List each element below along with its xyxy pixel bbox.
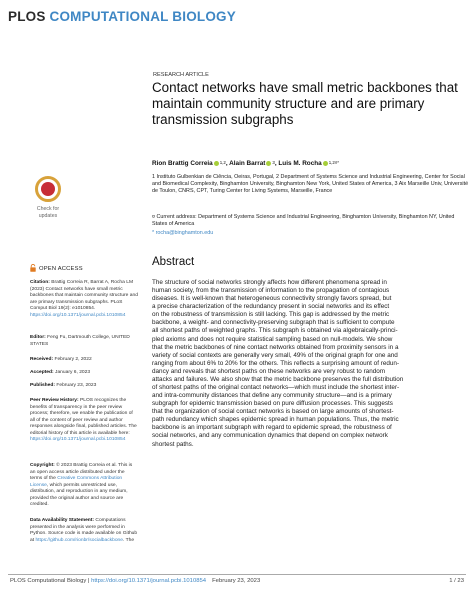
abstract-line: diseases. It is well-known that heterogeneous connectivity strongly favors spread, but	[152, 295, 392, 303]
abstract-line: pled axioms and does not require statistical sampling based on null-models. We show	[152, 335, 393, 343]
abstract-heading: Abstract	[152, 256, 195, 268]
received-label: Received:	[30, 357, 54, 362]
abstract-line: dancy and reveals that shortest paths on these networks are very robust to random	[152, 367, 386, 375]
orcid-icon[interactable]	[214, 161, 219, 166]
editor-block	[30, 335, 138, 348]
abstract-line: ranging from about 6% to 20% for the others. This reflects a surprising amount of redun-	[152, 359, 400, 367]
author-name: Alain Barrat	[229, 160, 266, 167]
accepted-date: January 6, 2023	[55, 370, 91, 375]
citation-label: Citation:	[30, 280, 50, 285]
orcid-icon[interactable]	[266, 161, 271, 166]
abstract-line: all shortest paths of weighted graphs. This subgraph is obtained via algebraically-princi-	[152, 327, 398, 335]
accepted-label: Accepted:	[30, 370, 54, 375]
author-name: Rion Brattig Correia	[152, 160, 213, 167]
abstract-line: that the metric backbones of nine contact networks obtained from proximity sensors in a	[152, 343, 399, 351]
affiliations	[152, 174, 470, 195]
published-label: Published:	[30, 383, 55, 388]
license-link[interactable]: Creative Commons Attribution License	[30, 476, 123, 488]
copyright-block	[30, 463, 138, 509]
peer-review-link[interactable]: https://doi.org/10.1371/journal.pcbi.1010854	[30, 437, 126, 442]
author-name: Luis M. Rocha	[278, 160, 322, 167]
abstract-body	[152, 279, 468, 449]
abstract-line: human society, from the transmission of information to the propagation of contagious	[152, 287, 390, 295]
peer-review-text: PLOS recognizes the benefits of transparency in the peer review process; therefore, we enable the publication of all of the content of peer review and author responses alongside final, published articles. The editorial history of this article is available here:	[30, 398, 137, 436]
abstract-line: social networks, and any communication dynamics that depend on complex network	[152, 432, 388, 440]
abstract-line: attacks and failures. We also show that the metric backbone preserves the full distribution	[152, 375, 404, 383]
footer-divider	[8, 574, 466, 575]
received-date: February 2, 2022	[54, 357, 92, 362]
author-list	[152, 160, 339, 167]
footer-journal: PLOS Computational Biology	[10, 578, 87, 584]
author-separator: ,	[274, 160, 279, 167]
accepted-block	[30, 370, 138, 377]
data-availability-block	[30, 518, 138, 544]
footer	[10, 578, 260, 584]
footer-date: February 23, 2023	[212, 578, 261, 584]
abstract-line: shortest paths.	[152, 440, 194, 448]
copyright-text-b: , which permits unrestricted use, distribution, and reproduction in any medium, provided the original author and source are credited.	[30, 482, 128, 507]
footer-doi-link[interactable]: https://doi.org/10.1371/journal.pcbi.1010854	[91, 578, 207, 584]
citation-text: Brattig Correia R, Barrat A, Rocha LM (2023) Contact networks have small metric backbones that maintain community structure and are primary transmission subgraphs. PLoS Comput Biol 19(2): e1010854.	[30, 280, 138, 311]
article-type-label: RESEARCH ARTICLE	[153, 72, 209, 78]
data-availability-text: Computations presented in the analysis were performed in Python. Source code is made available on Github at	[30, 518, 138, 543]
peer-review-label: Peer Review History:	[30, 398, 79, 403]
published-date: February 23, 2023	[56, 383, 97, 388]
abstract-line: backbone is an important subgraph with regard to epidemic spread, the robustness of	[152, 424, 392, 432]
data-availability-label: Data Availability Statement:	[30, 518, 95, 523]
published-block	[30, 383, 138, 390]
abstract-line: on the robustness of transmission is still lacking. This gap is addressed by the metric	[152, 311, 390, 319]
github-link[interactable]: https://github.com/rionbr/socialbackbone	[35, 537, 123, 543]
open-access	[30, 264, 83, 272]
peer-review-block	[30, 398, 138, 444]
journal-name: COMPUTATIONAL BIOLOGY	[49, 9, 236, 24]
abstract-line: subgraph for epidemic transmission based on pure diffusion processes. This suggests	[152, 400, 393, 408]
article-title: Contact networks have small metric backbones that maintain community structure and are primary transmission subgraphs	[152, 80, 458, 128]
footer-separator: |	[86, 578, 92, 584]
abstract-line: and intra-community distances that define any community structure—and is a primary	[152, 392, 392, 400]
abstract-line: a precise characterization of the redundancy present in social networks and its effect	[152, 303, 390, 311]
abstract-line: of shortest paths of the original contact networks—which must include the shortest inter-	[152, 384, 400, 392]
affiliation-text: 1 Instituto Gulbenkian de Ciência, Oeiras, Portugal, 2 Department of Systems Science and Industrial Engineering, Center for Social and Biomedical Complexity, Binghamton University, Binghamton New York, United States of America, 3 Aix Marseille Univ, Université de Toulon, CNRS, CPT, Turing Center for Living Systems, Marseille, France	[152, 174, 469, 195]
author-separator: ,	[225, 160, 230, 167]
open-lock-icon	[30, 264, 36, 272]
abstract-line: backbone, a weight- and connectivity-preserving subgraph that is sufficient to compute	[152, 319, 395, 327]
open-access-label: OPEN ACCESS	[39, 266, 83, 272]
abstract-line: path redundancy which shapes epidemic spread in human populations. Thus, the metric	[152, 416, 399, 424]
check-updates-line1: Check for	[36, 206, 60, 212]
author-affiliation-sup: 1,2	[219, 160, 226, 165]
abstract-line: that the organization of social contact networks is based on large amounts of shortest-	[152, 408, 394, 416]
orcid-icon[interactable]	[323, 161, 328, 166]
check-for-updates-badge[interactable]	[30, 176, 66, 234]
copyright-text-a: © 2023 Brattig Correia et al. This is an open access article distributed under the terms of the	[30, 463, 133, 481]
data-availability-tail: . The	[123, 537, 135, 543]
check-updates-bookmark-icon	[41, 182, 55, 196]
editor-text: Feng Fu, Dartmouth College, UNITED STATES	[30, 335, 130, 347]
check-updates-line2: updates	[38, 212, 58, 219]
citation-doi-link[interactable]: https://doi.org/10.1371/journal.pcbi.1010854	[30, 312, 126, 318]
copyright-label: Copyright:	[30, 463, 55, 468]
abstract-line: variety of social contexts are generally very small, 49% of the original graph for one and	[152, 351, 398, 359]
journal-header	[8, 9, 236, 24]
author-affiliation-sup: 1,2¤*	[328, 160, 339, 165]
check-updates-text	[30, 206, 66, 219]
author-affiliation-sup: 3	[272, 160, 275, 165]
editor-label: Editor:	[30, 335, 46, 340]
current-address: ¤ Current address: Department of Systems Science and Industrial Engineering, Binghamton University, Binghamton NY, United States of America	[152, 214, 455, 228]
abstract-line: The structure of social networks strongly affects how different phenomena spread in	[152, 279, 387, 286]
citation-block	[30, 280, 138, 319]
corresponding-email-link[interactable]: * rocha@binghamton.edu	[152, 230, 214, 236]
journal-plos: PLOS	[8, 9, 46, 24]
page-number: 1 / 23	[449, 578, 464, 584]
received-block	[30, 357, 138, 364]
